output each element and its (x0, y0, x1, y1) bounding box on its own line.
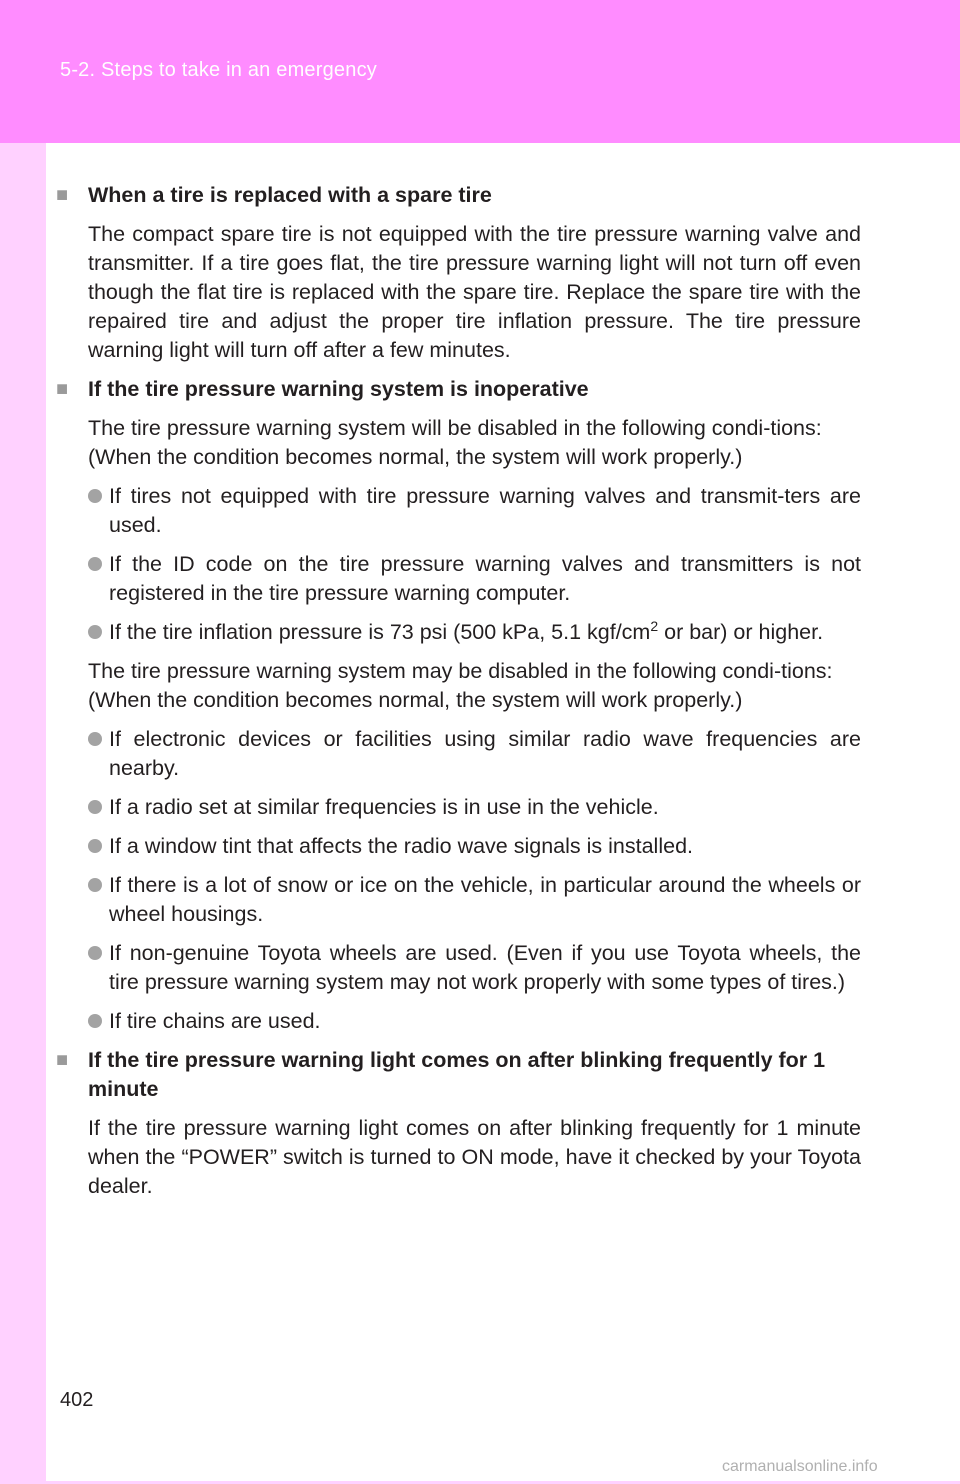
list-item-text-part: If the tire inflation pressure is 73 psi (500 kPa, 5.1 kgf/cm (109, 620, 651, 644)
paragraph: The tire pressure warning system may be disabled in the following condi-tions: (88, 659, 833, 683)
list-item-text (109, 618, 861, 647)
paragraph: If the tire pressure warning light comes on after blinking frequently for 1 minute when the “POWER” switch is turned to ON mode, have it checked by your Toyota dealer. (88, 1116, 861, 1198)
page-number: 402 (60, 1389, 94, 1411)
list-item (88, 550, 861, 608)
superscript: 2 (650, 617, 659, 634)
list-item (88, 832, 861, 861)
paragraph-note: (When the condition becomes normal, the system will work properly.) (88, 688, 743, 712)
list-item-text: If a radio set at similar frequencies is in use in the vehicle. (109, 795, 659, 819)
list-item-text-part: or bar) or higher. (658, 620, 824, 644)
section-heading (56, 375, 861, 404)
section-heading (56, 181, 861, 210)
square-bullet-icon: ■ (56, 1049, 69, 1071)
circle-bullet-icon (88, 800, 102, 814)
list-item (88, 793, 861, 822)
heading-text: If the tire pressure warning system is inoperative (88, 377, 589, 401)
list-item-text: If the ID code on the tire pressure warning valves and transmitters is not registered in the tire pressure warning computer. (109, 552, 861, 605)
list-item-text: If a window tint that affects the radio wave signals is installed. (109, 834, 693, 858)
list-item (88, 618, 861, 647)
circle-bullet-icon (88, 878, 102, 892)
list-item (88, 939, 861, 997)
list-item (88, 725, 861, 783)
circle-bullet-icon (88, 946, 102, 960)
list-item-text: If there is a lot of snow or ice on the vehicle, in particular around the wheels or wheel housings. (109, 873, 861, 926)
circle-bullet-icon (88, 1014, 102, 1028)
circle-bullet-icon (88, 489, 102, 503)
page-content (56, 181, 861, 1201)
circle-bullet-icon (88, 839, 102, 853)
square-bullet-icon: ■ (56, 184, 69, 206)
paragraph: The tire pressure warning system will be disabled in the following condi-tions: (88, 416, 822, 440)
heading-text: If the tire pressure warning light comes on after blinking frequently for 1 minute (88, 1048, 826, 1101)
circle-bullet-icon (88, 625, 102, 639)
list-item (88, 1007, 861, 1036)
section-heading (56, 1046, 861, 1104)
section-title: 5-2. Steps to take in an emergency (60, 59, 377, 81)
paragraph-note: (When the condition becomes normal, the system will work properly.) (88, 445, 743, 469)
list-item (88, 871, 861, 929)
heading-text: When a tire is replaced with a spare tire (88, 183, 492, 207)
circle-bullet-icon (88, 732, 102, 746)
list-item (88, 482, 861, 540)
square-bullet-icon: ■ (56, 378, 69, 400)
paragraph: The compact spare tire is not equipped with the tire pressure warning valve and transmitter. If a tire goes flat, the tire pressure warning light will not turn off even though the flat tire is replaced with the spare tire. Replace the spare tire with the repaired tire and adjust the proper tire inflation pressure. The tire pressure warning light will turn off after a few minutes. (88, 222, 861, 362)
watermark: carmanualsonline.info (722, 1458, 878, 1475)
page-header (0, 0, 960, 143)
list-item-text: If non-genuine Toyota wheels are used. (Even if you use Toyota wheels, the tire pressure warning system may not work properly with some types of tires.) (109, 941, 861, 994)
list-item-text: If tires not equipped with tire pressure warning valves and transmit-ters are used. (109, 484, 861, 537)
list-item-text: If electronic devices or facilities using similar radio wave frequencies are nearby. (109, 727, 861, 780)
circle-bullet-icon (88, 557, 102, 571)
list-item-text: If tire chains are used. (109, 1009, 321, 1033)
